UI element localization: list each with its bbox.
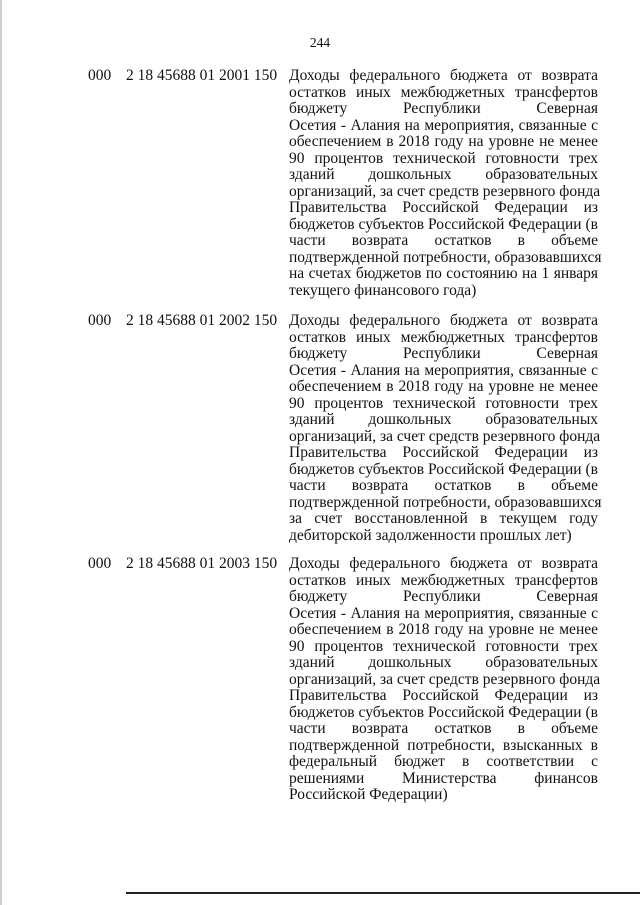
description-line: бюджетов субъектов Российской Федерации (в — [289, 460, 598, 478]
description-line: подтвержденной потребности, образовавшихся — [289, 493, 602, 511]
entry-description — [289, 67, 602, 299]
description-line: бюджету Республики Северная — [289, 345, 598, 362]
description-line: бюджету Республики Северная — [289, 100, 598, 117]
description-line: части возврата остатков в объеме — [289, 720, 598, 737]
description-line: 90 процентов технической готовности трех — [289, 149, 598, 167]
admin-code: 000 — [88, 555, 112, 572]
description-line: Доходы федерального бюджета от возврата — [289, 312, 598, 329]
description-line: Российской Федерации) — [289, 786, 448, 803]
description-line: Доходы федерального бюджета от возврата — [289, 67, 598, 84]
description-line: обеспечением в 2018 году на уровне не менее — [289, 621, 598, 638]
description-line: обеспечением в 2018 году на уровне не менее — [289, 133, 598, 150]
scan-left-edge — [0, 0, 2, 905]
page-number: 244 — [309, 35, 331, 50]
description-line: Осетия - Алания на мероприятия, связанные с — [289, 604, 598, 622]
admin-code: 000 — [88, 67, 112, 84]
description-line: подтвержденной потребности, взысканных в — [289, 736, 598, 754]
description-line: за счет восстановленной в текущем году — [289, 510, 598, 527]
description-line: Осетия - Алания на мероприятия, связанные с — [289, 116, 598, 134]
description-line: остатков иных межбюджетных трансфертов — [289, 328, 598, 346]
classification-code: 2 18 45688 01 2002 150 — [126, 312, 278, 329]
description-line: Правительства Российской Федерации из — [289, 444, 598, 461]
classification-code: 2 18 45688 01 2003 150 — [126, 555, 278, 572]
description-line: текущего финансового года) — [289, 281, 477, 299]
description-line: бюджетов субъектов Российской Федерации (в — [289, 703, 598, 721]
description-line: остатков иных межбюджетных трансфертов — [289, 83, 598, 101]
description-line: зданий дошкольных образовательных — [289, 411, 598, 428]
description-line: Правительства Российской Федерации из — [289, 199, 598, 216]
description-line: зданий дошкольных образовательных — [289, 654, 598, 671]
entry-description — [289, 312, 602, 544]
description-line: 90 процентов технической готовности трех — [289, 394, 598, 412]
description-line: части возврата остатков в объеме — [289, 232, 598, 249]
description-line: бюджету Республики Северная — [289, 588, 598, 605]
description-line: организаций, за счет средств резервного фонда — [289, 670, 601, 688]
description-line: зданий дошкольных образовательных — [289, 166, 598, 183]
description-line: дебиторской задолженности прошлых лет) — [289, 526, 572, 544]
description-line: на счетах бюджетов по состоянию на 1 января — [289, 265, 598, 282]
description-line: бюджетов субъектов Российской Федерации (в — [289, 215, 598, 233]
description-line: Доходы федерального бюджета от возврата — [289, 555, 598, 572]
description-line: организаций, за счет средств резервного фонда — [289, 182, 601, 200]
description-line: организаций, за счет средств резервного фонда — [289, 427, 601, 445]
description-line: остатков иных межбюджетных трансфертов — [289, 571, 598, 589]
description-line: федеральный бюджет в соответствии с — [289, 753, 598, 770]
bottom-rule — [126, 892, 640, 894]
description-line: части возврата остатков в объеме — [289, 477, 598, 494]
admin-code: 000 — [88, 312, 112, 329]
description-line: обеспечением в 2018 году на уровне не менее — [289, 378, 598, 395]
description-line: решениями Министерства финансов — [289, 769, 598, 787]
classification-code: 2 18 45688 01 2001 150 — [126, 67, 278, 84]
description-line: Осетия - Алания на мероприятия, связанные с — [289, 361, 598, 379]
description-line: Правительства Российской Федерации из — [289, 687, 598, 704]
description-line: подтвержденной потребности, образовавшихся — [289, 248, 602, 266]
description-line: 90 процентов технической готовности трех — [289, 637, 598, 655]
entry-description — [289, 555, 601, 804]
